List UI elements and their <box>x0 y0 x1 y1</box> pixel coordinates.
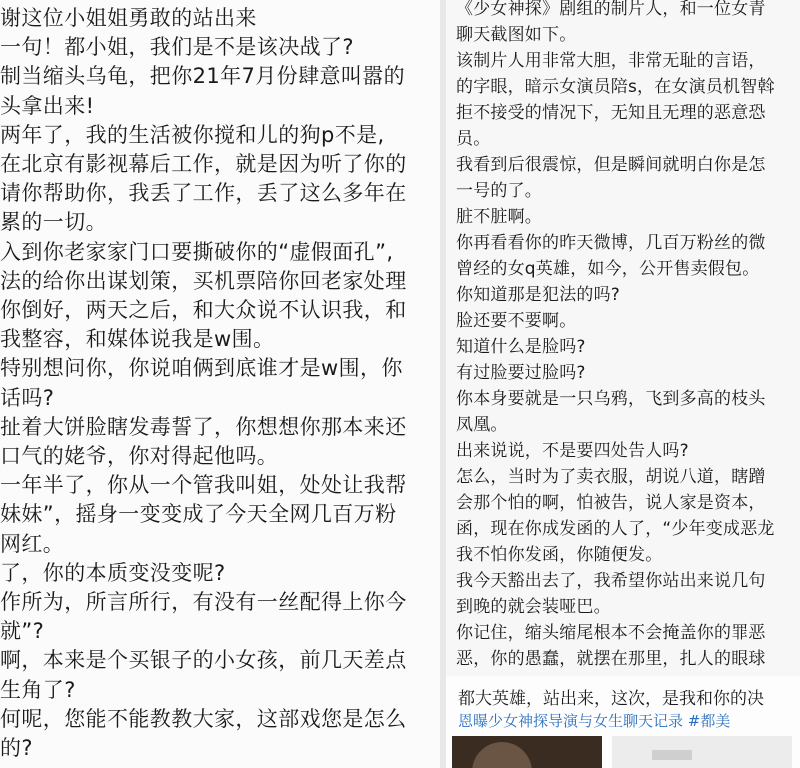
weibo-post-preview[interactable] <box>446 676 800 768</box>
left-text-line: 了，你的本质变没变呢? <box>0 560 226 585</box>
right-text-line: 《少女神探》剧组的制片人，和一位女青 <box>456 0 766 19</box>
left-text-line: 扯着大饼脸瞎发毒誓了，你想想你那本来还 <box>0 414 407 439</box>
right-text-line: 你再看看你的昨天微博，几百万粉丝的微 <box>456 233 766 253</box>
left-text-line: 头拿出来! <box>0 93 95 118</box>
left-text-line: 生角了? <box>0 677 76 702</box>
left-text-line: 特别想问你，你说咱俩到底谁才是w围，你 <box>0 356 403 381</box>
right-text-line: 一号的了。 <box>456 181 542 201</box>
right-text-line: 你知道那是犯法的吗? <box>456 285 621 305</box>
post-headline: 都大英雄，站出来，这次，是我和你的决 <box>458 689 764 709</box>
right-text-line: 怎么，当时为了卖衣服，胡说八道，瞎蹭 <box>456 467 766 487</box>
left-text-line: 作所为，所言所行，有没有一丝配得上你今 <box>0 590 407 614</box>
left-text-line: 法的给你出谋划策，买机票陪你回老家处理 <box>0 268 407 293</box>
post-thumbnail-image-2[interactable] <box>612 736 792 768</box>
right-text-line: 你记住，缩头缩尾根本不会掩盖你的罪恶 <box>456 623 766 643</box>
right-text-line: 函，现在你成发函的人了，“少年变成恶龙 <box>456 519 775 539</box>
left-text-line: 口气的姥爷，你对得起他吗。 <box>0 444 279 468</box>
right-text-line: 我看到后很震惊，但是瞬间就明白你是怎 <box>456 155 766 175</box>
left-text-line: 两年了，我的生活被你搅和儿的狗p不是, <box>0 122 385 147</box>
right-text-line: 出来说说，不是要四处告人吗? <box>456 441 689 461</box>
left-text-line: 一句！都小姐，我们是不是该决战了? <box>0 35 354 60</box>
left-text-line: 在北京有影视幕后工作，就是因为听了你的 <box>0 152 407 176</box>
right-text-line: 聊天截图如下。 <box>456 25 577 45</box>
left-text-line: 话吗? <box>0 385 55 410</box>
left-text-line: 制当缩头乌龟，把你21年7月份肆意叫嚣的 <box>0 64 406 89</box>
left-text-line: 妹妹”，摇身一变变成了今天全网几百万粉 <box>0 502 397 527</box>
left-text-line: 的? <box>0 736 33 760</box>
right-text-line: 你本身要就是一只乌鸦，飞到多高的枝头 <box>456 389 766 409</box>
left-text-line: 一年半了，你从一个管我叫姐，处处让我帮 <box>0 473 407 498</box>
right-text-line: 会那个怕的啊，怕被告，说人家是资本， <box>456 493 766 513</box>
right-text-line: 凤凰。 <box>456 415 508 435</box>
left-text-line: 何呢，您能不能教教大家，这部戏您是怎么 <box>0 706 407 731</box>
left-text-line: 谢这位小姐姐勇敢的站出来 <box>0 6 257 30</box>
right-screenshot-panel <box>446 0 800 768</box>
right-text-line: 脸还要不要啊。 <box>456 311 577 331</box>
left-text-line: 网红。 <box>0 531 65 556</box>
right-text-line: 曾经的女q英雄，如今，公开售卖假包。 <box>456 259 760 279</box>
left-text-line: 累的一切。 <box>0 210 107 235</box>
right-text-line: 该制片人用非常大胆，非常无耻的言语， <box>456 51 766 71</box>
right-text-line: 拒不接受的情况下，无知且无理的恶意恐 <box>456 103 766 123</box>
left-text-line: 请你帮助你，我丢了工作，丢了这么多年在 <box>0 181 407 206</box>
right-text-line: 脏不脏啊。 <box>456 207 542 227</box>
right-text-line: 知道什么是脸吗? <box>456 337 586 357</box>
right-text-line: 员。 <box>456 129 491 149</box>
right-text-line: 的字眼，暗示女演员陪s，在女演员机智斡 <box>456 77 775 97</box>
left-text-line: 你倒好，两天之后，和大众说不认识我，和 <box>0 298 407 322</box>
right-text-line: 有过脸要过脸吗? <box>456 363 586 383</box>
post-hashtag-link[interactable]: 恩曝少女神探导演与女生聊天记录 #都美 <box>458 712 731 730</box>
left-text-line: 啊，本来是个买银子的小女孩，前几天差点 <box>0 648 407 673</box>
post-thumbnail-image[interactable] <box>452 736 602 768</box>
right-text-line: 到晚的就会装哑巴。 <box>456 597 611 617</box>
right-text-line: 我今天豁出去了，我希望你站出来说几句 <box>456 571 766 591</box>
left-text-line: 我整容，和媒体说我是w围。 <box>0 327 275 352</box>
left-text-line: 就”? <box>0 619 45 644</box>
thumbnail-figure <box>472 742 532 768</box>
left-text-line: 入到你老家家门口要撕破你的“虚假面孔”, <box>0 239 394 264</box>
thumbnail-detail <box>652 750 692 760</box>
right-text-line: 恶，你的愚蠢，就摆在那里，扎人的眼球 <box>456 649 766 669</box>
right-text-line: 我不怕你发函，你随便发。 <box>456 545 663 565</box>
